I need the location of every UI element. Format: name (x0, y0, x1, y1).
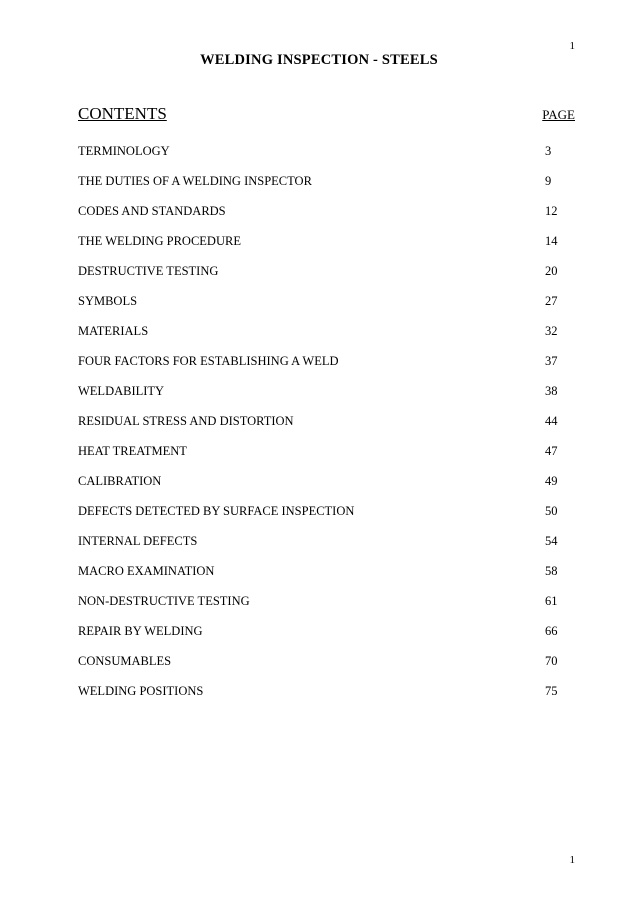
toc-entry-title: HEAT TREATMENT (78, 443, 187, 458)
toc-entry-page: 47 (545, 443, 558, 458)
toc-entry (78, 496, 575, 526)
toc-entry (78, 586, 575, 616)
toc-entry (78, 376, 575, 406)
toc-entry-title: FOUR FACTORS FOR ESTABLISHING A WELD (78, 353, 339, 368)
toc-entry-title: DESTRUCTIVE TESTING (78, 263, 219, 278)
toc-entry-page: 44 (545, 413, 558, 428)
toc-entry-title: INTERNAL DEFECTS (78, 533, 198, 548)
toc-entry-title: NON-DESTRUCTIVE TESTING (78, 593, 250, 608)
toc-entry (78, 676, 575, 706)
toc-entry (78, 616, 575, 646)
toc-entry-title: REPAIR BY WELDING (78, 623, 203, 638)
table-of-contents (78, 136, 575, 706)
toc-entry (78, 406, 575, 436)
toc-entry-page: 49 (545, 473, 558, 488)
toc-entry (78, 646, 575, 676)
toc-entry (78, 346, 575, 376)
toc-entry-title: THE WELDING PROCEDURE (78, 233, 241, 248)
toc-entry-page: 14 (545, 233, 558, 248)
toc-entry-page: 9 (545, 173, 552, 188)
toc-entry-page: 32 (545, 323, 558, 338)
toc-entry (78, 166, 575, 196)
page-column-heading: PAGE (542, 107, 575, 122)
toc-entry-page: 27 (545, 293, 558, 308)
toc-entry-page: 75 (545, 683, 558, 698)
toc-entry (78, 526, 575, 556)
toc-entry-title: RESIDUAL STRESS AND DISTORTION (78, 413, 294, 428)
toc-entry (78, 436, 575, 466)
page-number-top: 1 (569, 40, 575, 52)
toc-entry (78, 556, 575, 586)
toc-entry-title: DEFECTS DETECTED BY SURFACE INSPECTION (78, 503, 355, 518)
toc-entry-page: 38 (545, 383, 558, 398)
toc-entry-page: 66 (545, 623, 558, 638)
toc-entry (78, 256, 575, 286)
toc-entry (78, 226, 575, 256)
toc-entry (78, 196, 575, 226)
toc-entry-title: WELDING POSITIONS (78, 683, 204, 698)
toc-entry-page: 58 (545, 563, 558, 578)
document-title: WELDING INSPECTION - STEELS (200, 52, 438, 68)
toc-entry-page: 3 (545, 143, 552, 158)
toc-entry-page: 54 (545, 533, 558, 548)
toc-entry-title: CODES AND STANDARDS (78, 203, 226, 218)
toc-entry-page: 37 (545, 353, 558, 368)
contents-heading: CONTENTS (78, 104, 167, 123)
toc-entry-page: 70 (545, 653, 558, 668)
toc-entry-page: 12 (545, 203, 558, 218)
toc-entry-page: 20 (545, 263, 558, 278)
toc-entry (78, 316, 575, 346)
toc-entry-title: WELDABILITY (78, 383, 165, 398)
toc-entry-title: MATERIALS (78, 323, 149, 338)
toc-entry-title: CALIBRATION (78, 473, 162, 488)
toc-entry-title: TERMINOLOGY (78, 143, 170, 158)
toc-entry-title: SYMBOLS (78, 293, 138, 308)
page-number-bottom: 1 (569, 854, 575, 866)
toc-entry (78, 466, 575, 496)
toc-entry (78, 136, 575, 166)
toc-entry-title: CONSUMABLES (78, 653, 172, 668)
toc-entry-title: THE DUTIES OF A WELDING INSPECTOR (78, 173, 312, 188)
toc-entry-title: MACRO EXAMINATION (78, 563, 215, 578)
toc-entry (78, 286, 575, 316)
toc-entry-page: 50 (545, 503, 558, 518)
toc-entry-page: 61 (545, 593, 558, 608)
